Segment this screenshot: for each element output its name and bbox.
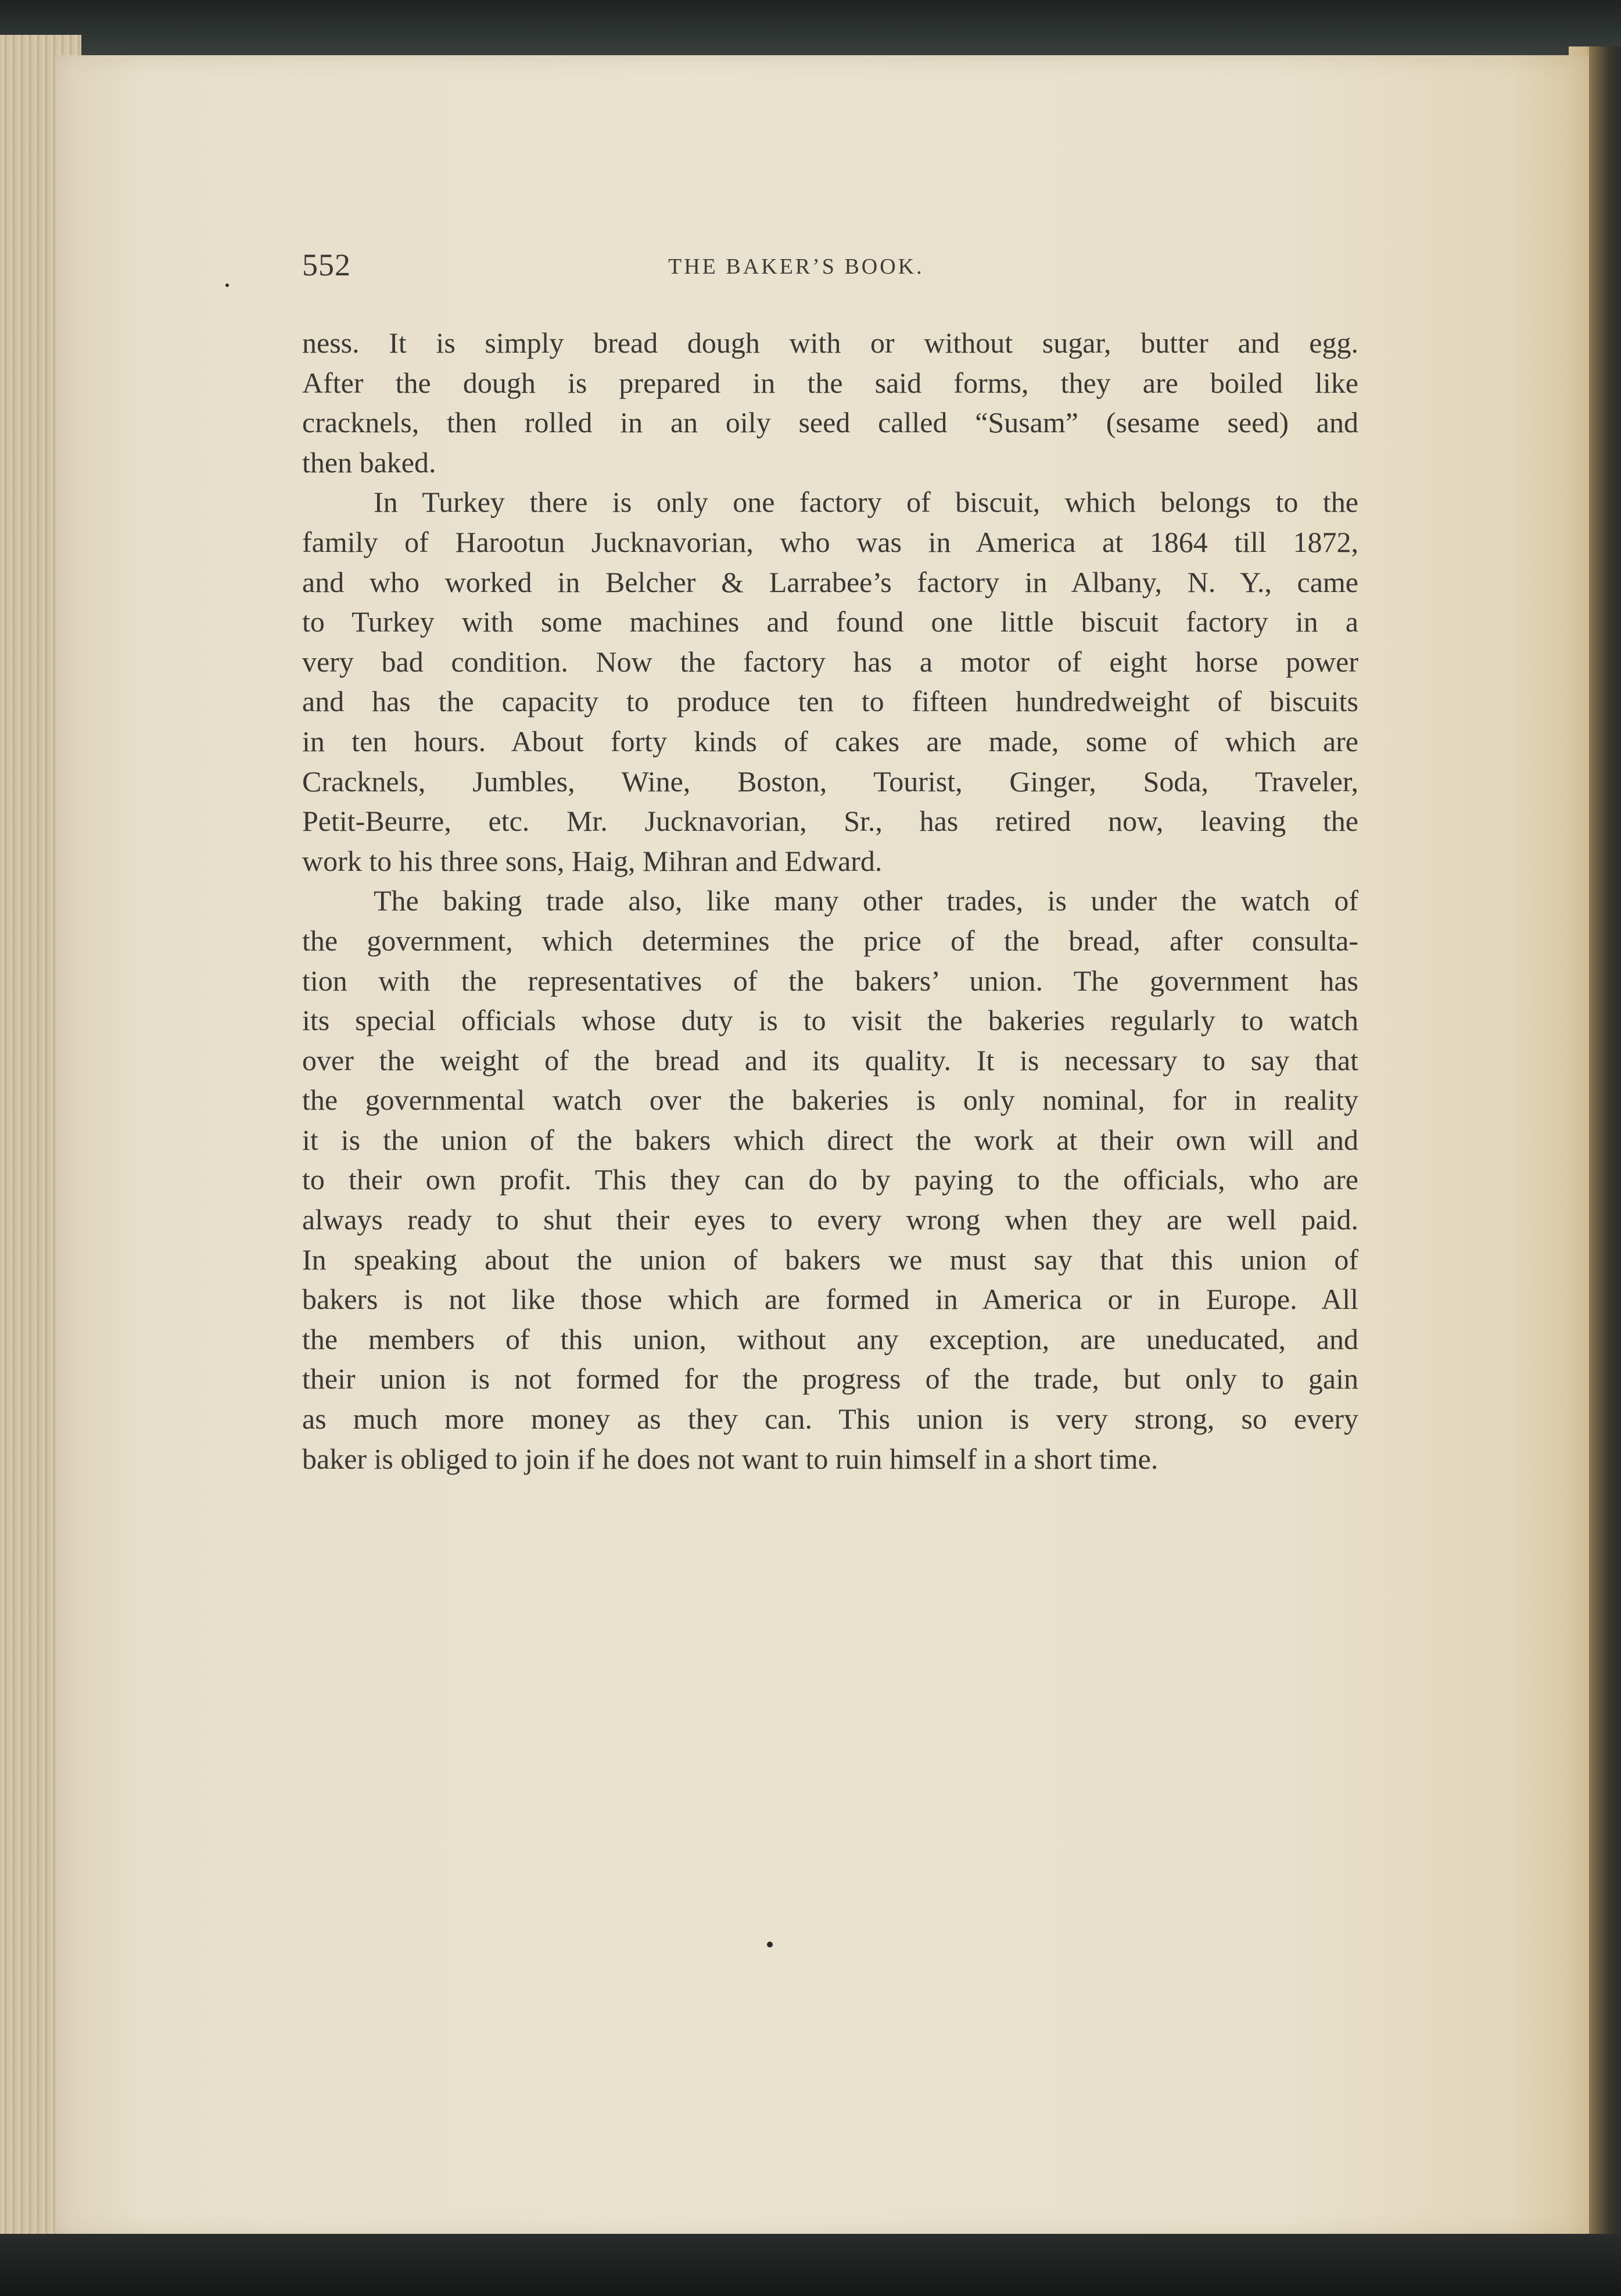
running-head: THE BAKER’S BOOK. [668,254,924,279]
text-line: the governmental watch over the bakeries is only nominal, for in reality [302,1084,1358,1117]
body-text [302,323,1358,1479]
text-line: to Turkey with some machines and found one little biscuit factory in a [302,605,1358,638]
text-line: family of Harootun Jucknavorian, who was in America at 1864 till 1872, [302,525,1358,558]
text-line: work to his three sons, Haig, Mihran and Edward. [302,844,883,877]
text-line: always ready to shut their eyes to every wrong when they are well paid. [302,1203,1358,1236]
paragraph-2 [302,482,1358,881]
text-line: Petit-Beurre, etc. Mr. Jucknavorian, Sr., has retired now, leaving the [302,805,1358,838]
paper-speck [767,1942,773,1947]
text-line: baker is obliged to join if he does not want to ruin himself in a short time. [302,1442,1159,1475]
text-line: In Turkey there is only one factory of biscuit, which belongs to the [374,486,1358,519]
text-line: very bad condition. Now the factory has a motor of eight horse power [302,645,1358,678]
text-line: Cracknels, Jumbles, Wine, Boston, Tourist, Ginger, Soda, Traveler, [302,765,1358,798]
text-line: it is the union of the bakers which direct the work at their own will and [302,1123,1358,1156]
text-line: bakers is not like those which are formed in America or in Europe. All [302,1283,1358,1316]
table-background-top [0,0,1621,55]
text-line: to their own profit. This they can do by paying to the officials, who are [302,1163,1358,1196]
book-cover-edge [1589,46,1621,2243]
text-line: its special officials whose duty is to visit the bakeries regularly to watch [302,1004,1358,1037]
text-line: their union is not formed for the progress of the trade, but only to gain [302,1362,1358,1395]
text-line: After the dough is prepared in the said forms, they are boiled like [302,366,1358,399]
text-line: in ten hours. About forty kinds of cakes are made, some of which are [302,724,1358,758]
text-line: the government, which determines the price of the bread, after consulta- [302,924,1358,957]
text-line: the members of this union, without any exception, are uneducated, and [302,1322,1358,1355]
text-line: as much more money as they can. This union is very strong, so every [302,1402,1358,1436]
paper-speck [225,284,229,287]
page-header [302,247,1371,288]
text-line: and has the capacity to produce ten to fifteen hundredweight of biscuits [302,685,1358,718]
text-line: and who worked in Belcher & Larrabee’s factory in Albany, N. Y., came [302,565,1358,598]
table-background-bottom [0,2234,1621,2296]
text-line: then baked. [302,446,436,479]
text-line: In speaking about the union of bakers we must say that this union of [302,1243,1358,1276]
text-line: tion with the representatives of the bakers’ union. The government has [302,964,1358,997]
text-line: over the weight of the bread and its quality. It is necessary to say that [302,1043,1358,1077]
paragraph-1 [302,323,1358,482]
text-line: cracknels, then rolled in an oily seed called “Susam” (sesame seed) and [302,406,1358,439]
paragraph-3 [302,881,1358,1479]
text-line: The baking trade also, like many other trades, is under the watch of [374,884,1358,917]
page-number: 552 [302,247,351,282]
text-line: ness. It is simply bread dough with or without sugar, butter and egg. [302,327,1358,359]
